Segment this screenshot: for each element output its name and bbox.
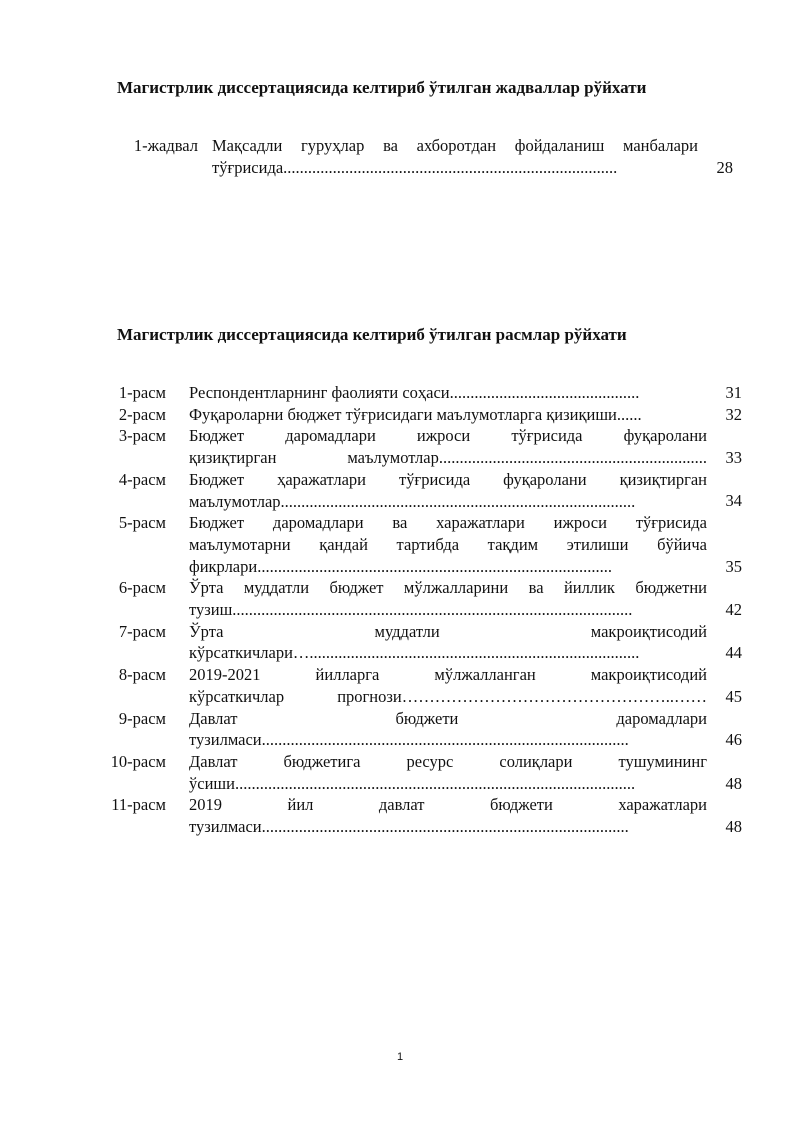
- entry-page-number: 44: [725, 643, 742, 663]
- entry-label: 5-расм: [118, 513, 166, 533]
- entry-page-number: 33: [725, 448, 742, 468]
- entry-label: 3-расм: [118, 426, 166, 446]
- list-entry: [0, 664, 800, 707]
- entry-label: 8-расм: [118, 665, 166, 685]
- entry-page-number: 48: [725, 816, 742, 836]
- entry-page-number: 45: [725, 686, 742, 706]
- entry-text-line: Ўрта муддатли бюджет мўлжалларини ва йиллик бюджетни: [189, 578, 707, 598]
- entry-page-number: 28: [716, 157, 733, 177]
- entry-text: [189, 794, 707, 837]
- list-entry: [0, 469, 800, 512]
- entry-text-line: Давлат бюджетига ресурс солиқлари тушумининг: [189, 751, 707, 771]
- figures-list-title: Магистрлик диссертациясида келтириб ўтилган расмлар рўйхати: [117, 325, 627, 344]
- list-entry: [0, 577, 800, 620]
- entry-text-line: 2019-2021 йилларга мўлжалланган макроиқтисодий: [189, 665, 707, 685]
- list-entry: [0, 708, 800, 751]
- entry-text-line: 2019 йил давлат бюджети харажатлари: [189, 795, 707, 815]
- entry-page-number: 35: [725, 556, 742, 576]
- entry-label: 6-расм: [118, 578, 166, 598]
- tables-list-title: Магистрлик диссертациясида келтириб ўтилган жадваллар рўйхати: [117, 78, 647, 97]
- entry-label: 11-расм: [111, 795, 166, 815]
- entry-text-line: кўрсаткичлари…................................................................................: [189, 643, 640, 663]
- entry-text-line: Бюджет даромадлари ва харажатлари ижроси тўғрисида: [189, 513, 707, 533]
- entry-text-line: Давлат бюджети даромадлари: [189, 708, 707, 728]
- entry-text: [212, 135, 698, 178]
- list-entry: [0, 751, 800, 794]
- entry-text-line: Ўрта муддатли макроиқтисодий: [189, 621, 707, 641]
- entry-text: [189, 664, 707, 707]
- entry-text-line: тўғрисида.................................................................................: [212, 157, 618, 177]
- entry-text-line: кўрсаткичлар прогнози…………………………………………..……: [189, 686, 707, 706]
- entry-text-line: Респондентларнинг фаолияти соҳаси..............................................: [189, 383, 640, 402]
- entry-text: [189, 577, 707, 620]
- list-entry: [0, 621, 800, 664]
- entry-text: [189, 404, 707, 426]
- entry-text: [189, 708, 707, 751]
- entry-label: 2-расм: [118, 404, 166, 424]
- page-number: 1: [396, 1051, 404, 1063]
- list-entry: [0, 135, 800, 178]
- entry-label: 1-жадвал: [133, 136, 198, 155]
- entry-page-number: 34: [725, 491, 742, 511]
- list-entry: [0, 382, 800, 404]
- list-entry: [0, 512, 800, 577]
- list-entry: [0, 794, 800, 837]
- entry-text-line: тузилмаси.........................................................................................: [189, 730, 629, 750]
- entry-text-line: Бюджет ҳаражатлари тўғрисида фуқаролани қизиқтирган: [189, 469, 707, 489]
- entry-page-number: 31: [725, 383, 742, 402]
- entry-text: [189, 382, 707, 404]
- entry-text: [189, 469, 707, 512]
- entry-text-line: маълумотарни қандай тартибда тақдим этилиши бўйича: [189, 534, 707, 554]
- entry-text-line: Мақсадли гуруҳлар ва ахборотдан фойдаланиш манбалари: [212, 136, 698, 155]
- entry-label: 4-расм: [118, 469, 166, 489]
- entry-page-number: 32: [725, 404, 742, 424]
- entry-text-line: қизиқтирган маълумотлар.................................................................: [189, 448, 707, 468]
- entry-page-number: 48: [725, 773, 742, 793]
- entry-text-line: Фуқароларни бюджет тўғрисидаги маълумотларга қизиқиши......: [189, 404, 642, 424]
- entry-text: [189, 425, 707, 468]
- entry-text: [189, 621, 707, 664]
- entry-label: 7-расм: [118, 621, 166, 641]
- entry-label: 10-расм: [110, 751, 166, 771]
- entry-text-line: ўсиши.................................................................................................: [189, 773, 636, 793]
- entry-page-number: 42: [725, 599, 742, 619]
- entry-text-line: тузиш.................................................................................................: [189, 600, 633, 619]
- entry-text-line: Бюджет даромадлари ижроси тўғрисида фуқаролани: [189, 426, 707, 446]
- entry-label: 1-расм: [118, 383, 166, 402]
- entry-text: [189, 512, 707, 577]
- entry-text-line: фикрлари......................................................................................: [189, 556, 612, 576]
- entry-page-number: 46: [725, 730, 742, 750]
- list-entry: [0, 404, 800, 426]
- list-entry: [0, 425, 800, 468]
- entry-text-line: тузилмаси.........................................................................................: [189, 817, 629, 836]
- entry-label: 9-расм: [118, 708, 166, 728]
- entry-text: [189, 751, 707, 794]
- entry-text-line: маълумотлар......................................................................................: [189, 491, 636, 511]
